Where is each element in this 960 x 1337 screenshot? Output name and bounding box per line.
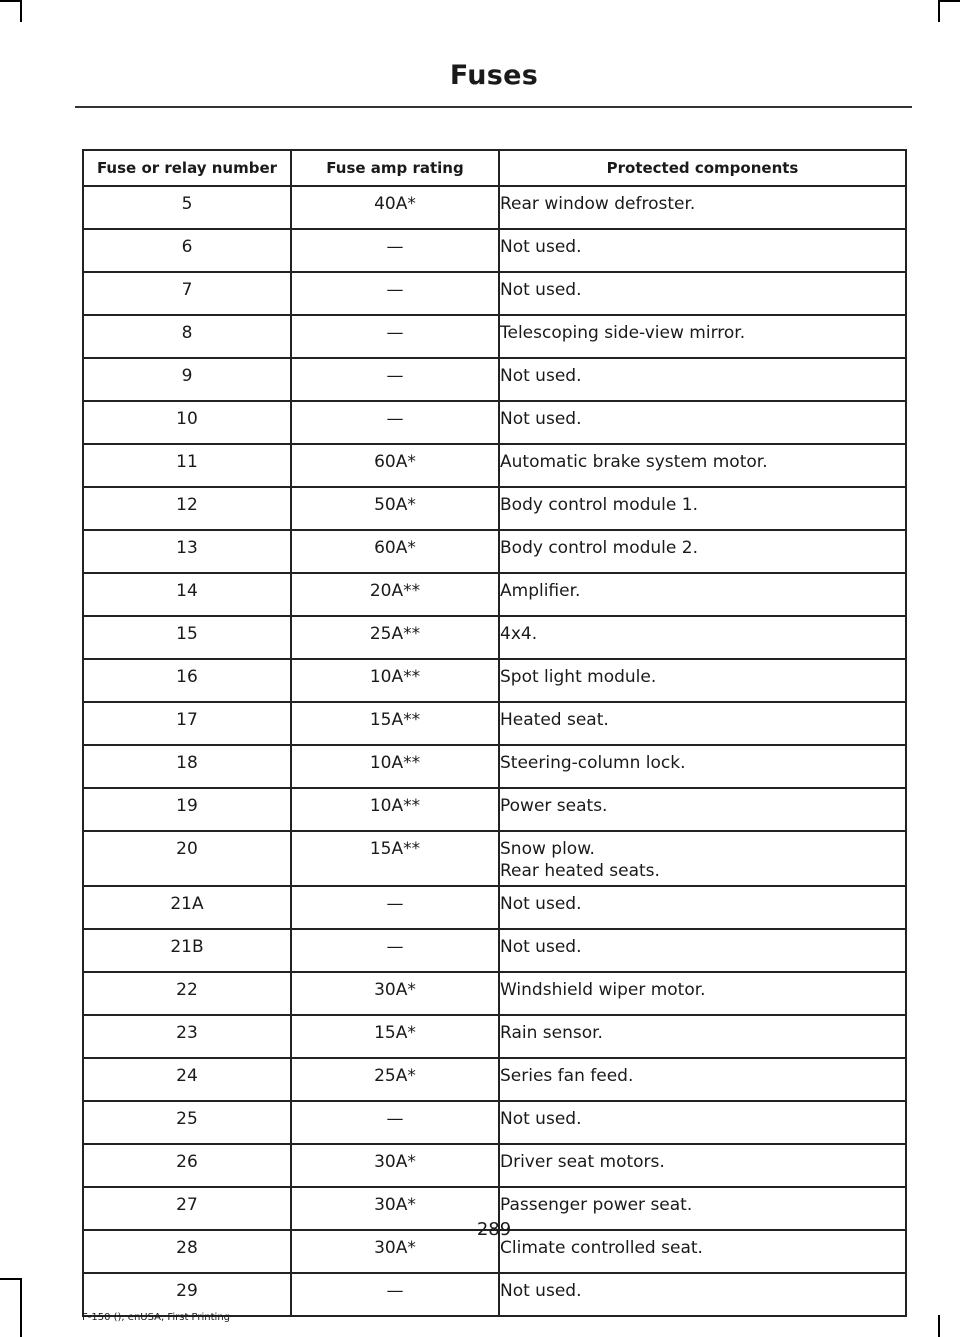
table-row xyxy=(83,831,906,886)
table-row xyxy=(83,886,906,929)
protected-components-cell xyxy=(499,401,906,444)
crop-mark xyxy=(938,0,960,2)
amp-rating-cell: 30A* xyxy=(291,972,499,1015)
fuse-number-cell: 20 xyxy=(83,831,291,886)
table-row xyxy=(83,1058,906,1101)
table-row xyxy=(83,444,906,487)
component-line: Steering-column lock. xyxy=(500,753,686,773)
fuse-number-cell: 22 xyxy=(83,972,291,1015)
table-row xyxy=(83,788,906,831)
column-header-fuse-number: Fuse or relay number xyxy=(83,150,291,186)
table-row xyxy=(83,659,906,702)
protected-components-cell xyxy=(499,315,906,358)
component-line: Snow plow. xyxy=(500,839,595,859)
component-line: Not used. xyxy=(500,409,582,429)
fuse-number-cell: 24 xyxy=(83,1058,291,1101)
table-row xyxy=(83,358,906,401)
table-row xyxy=(83,1144,906,1187)
component-line: Spot light module. xyxy=(500,667,657,687)
protected-components-cell xyxy=(499,788,906,831)
component-line: Not used. xyxy=(500,1281,582,1301)
crop-mark xyxy=(938,0,940,22)
component-line: Not used. xyxy=(500,280,582,300)
amp-rating-cell: 15A* xyxy=(291,1015,499,1058)
amp-rating-cell: — xyxy=(291,315,499,358)
fuse-number-cell: 9 xyxy=(83,358,291,401)
table-row xyxy=(83,186,906,229)
amp-rating-cell: 25A* xyxy=(291,1058,499,1101)
component-line: Driver seat motors. xyxy=(500,1152,665,1172)
fuse-number-cell: 27 xyxy=(83,1187,291,1230)
component-line: Not used. xyxy=(500,366,582,386)
protected-components-cell xyxy=(499,444,906,487)
fuse-number-cell: 21A xyxy=(83,886,291,929)
amp-rating-cell: 30A* xyxy=(291,1230,499,1273)
amp-rating-cell: 60A* xyxy=(291,444,499,487)
component-line: Not used. xyxy=(500,237,582,257)
amp-rating-cell: — xyxy=(291,272,499,315)
amp-rating-cell: — xyxy=(291,929,499,972)
table-row xyxy=(83,1015,906,1058)
component-line: Windshield wiper motor. xyxy=(500,980,706,1000)
component-line: Not used. xyxy=(500,894,582,914)
protected-components-cell xyxy=(499,487,906,530)
fuse-number-cell: 19 xyxy=(83,788,291,831)
crop-mark xyxy=(0,1278,22,1280)
table-row xyxy=(83,702,906,745)
amp-rating-cell: — xyxy=(291,1101,499,1144)
fuse-number-cell: 11 xyxy=(83,444,291,487)
table-row xyxy=(83,972,906,1015)
component-line: Rain sensor. xyxy=(500,1023,603,1043)
amp-rating-cell: 10A** xyxy=(291,745,499,788)
component-line: Body control module 1. xyxy=(500,495,698,515)
protected-components-cell xyxy=(499,272,906,315)
fuse-table xyxy=(82,149,907,1317)
component-line: Body control module 2. xyxy=(500,538,698,558)
component-line: 4x4. xyxy=(500,624,538,644)
protected-components-cell xyxy=(499,886,906,929)
amp-rating-cell: 20A** xyxy=(291,573,499,616)
amp-rating-cell: — xyxy=(291,1273,499,1316)
protected-components-cell xyxy=(499,186,906,229)
fuse-number-cell: 18 xyxy=(83,745,291,788)
fuse-number-cell: 14 xyxy=(83,573,291,616)
component-line: Not used. xyxy=(500,1109,582,1129)
table-row xyxy=(83,1273,906,1316)
component-line: Power seats. xyxy=(500,796,608,816)
page-number: 289 xyxy=(476,1219,512,1240)
protected-components-cell xyxy=(499,530,906,573)
amp-rating-cell: 10A** xyxy=(291,788,499,831)
component-line: Telescoping side-view mirror. xyxy=(500,323,746,343)
fuse-number-cell: 15 xyxy=(83,616,291,659)
fuse-number-cell: 7 xyxy=(83,272,291,315)
amp-rating-cell: 30A* xyxy=(291,1187,499,1230)
protected-components-cell xyxy=(499,1058,906,1101)
fuse-number-cell: 5 xyxy=(83,186,291,229)
fuse-number-cell: 12 xyxy=(83,487,291,530)
protected-components-cell xyxy=(499,659,906,702)
component-line: Heated seat. xyxy=(500,710,609,730)
protected-components-cell xyxy=(499,929,906,972)
crop-mark xyxy=(20,1278,22,1337)
protected-components-cell xyxy=(499,1015,906,1058)
table-row xyxy=(83,929,906,972)
amp-rating-cell: 25A** xyxy=(291,616,499,659)
fuse-number-cell: 13 xyxy=(83,530,291,573)
protected-components-cell xyxy=(499,831,906,886)
table-row xyxy=(83,487,906,530)
protected-components-cell xyxy=(499,573,906,616)
title-divider xyxy=(75,106,912,108)
table-row xyxy=(83,272,906,315)
fuse-table-body xyxy=(83,186,906,1316)
table-row xyxy=(83,229,906,272)
protected-components-cell xyxy=(499,702,906,745)
component-line: Not used. xyxy=(500,937,582,957)
amp-rating-cell: — xyxy=(291,886,499,929)
column-header-protected-components: Protected components xyxy=(499,150,906,186)
crop-mark xyxy=(938,1315,940,1337)
protected-components-cell xyxy=(499,1273,906,1316)
fuse-number-cell: 26 xyxy=(83,1144,291,1187)
component-line: Passenger power seat. xyxy=(500,1195,693,1215)
column-header-amp-rating: Fuse amp rating xyxy=(291,150,499,186)
amp-rating-cell: — xyxy=(291,358,499,401)
fuse-number-cell: 25 xyxy=(83,1101,291,1144)
component-line: Automatic brake system motor. xyxy=(500,452,768,472)
fuse-number-cell: 21B xyxy=(83,929,291,972)
amp-rating-cell: 50A* xyxy=(291,487,499,530)
amp-rating-cell: — xyxy=(291,229,499,272)
page-title: Fuses xyxy=(449,60,539,91)
amp-rating-cell: — xyxy=(291,401,499,444)
protected-components-cell xyxy=(499,616,906,659)
crop-mark xyxy=(0,0,22,2)
fuse-number-cell: 10 xyxy=(83,401,291,444)
amp-rating-cell: 15A** xyxy=(291,702,499,745)
fuse-number-cell: 23 xyxy=(83,1015,291,1058)
fuse-number-cell: 6 xyxy=(83,229,291,272)
component-line: Series fan feed. xyxy=(500,1066,634,1086)
protected-components-cell xyxy=(499,972,906,1015)
table-row xyxy=(83,315,906,358)
protected-components-cell xyxy=(499,1101,906,1144)
table-row xyxy=(83,1101,906,1144)
fuse-number-cell: 8 xyxy=(83,315,291,358)
fuse-number-cell: 16 xyxy=(83,659,291,702)
component-line: Climate controlled seat. xyxy=(500,1238,703,1258)
amp-rating-cell: 60A* xyxy=(291,530,499,573)
table-row xyxy=(83,745,906,788)
component-line: Rear heated seats. xyxy=(500,861,660,881)
amp-rating-cell: 40A* xyxy=(291,186,499,229)
protected-components-cell xyxy=(499,358,906,401)
amp-rating-cell: 30A* xyxy=(291,1144,499,1187)
fuse-number-cell: 29 xyxy=(83,1273,291,1316)
table-row xyxy=(83,401,906,444)
fuse-number-cell: 17 xyxy=(83,702,291,745)
fuse-number-cell: 28 xyxy=(83,1230,291,1273)
table-row xyxy=(83,616,906,659)
protected-components-cell xyxy=(499,1144,906,1187)
table-header-row xyxy=(83,150,906,186)
table-row xyxy=(83,530,906,573)
protected-components-cell xyxy=(499,229,906,272)
amp-rating-cell: 10A** xyxy=(291,659,499,702)
crop-mark xyxy=(20,0,22,22)
edition-footer: F-150 (), enUSA, First Printing xyxy=(82,1312,231,1323)
component-line: Rear window defroster. xyxy=(500,194,696,214)
component-line: Amplifier. xyxy=(500,581,581,601)
table-row xyxy=(83,573,906,616)
amp-rating-cell: 15A** xyxy=(291,831,499,886)
protected-components-cell xyxy=(499,745,906,788)
